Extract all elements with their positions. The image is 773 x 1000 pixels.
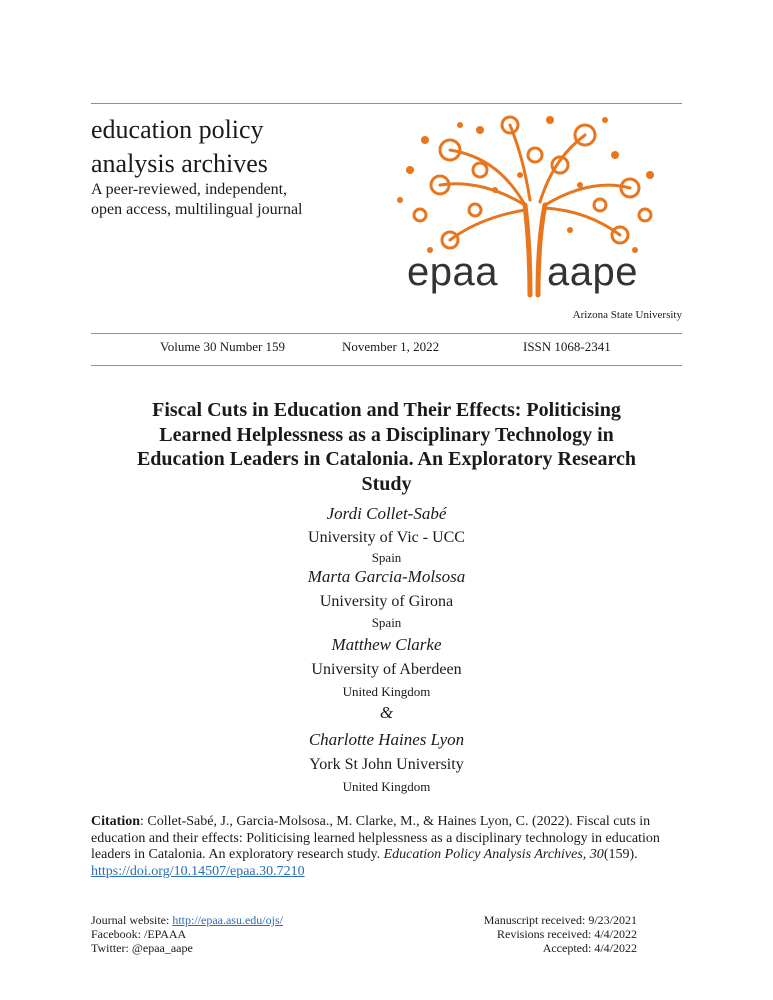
journal-subtitle-line2: open access, multilingual journal bbox=[91, 201, 303, 218]
revisions-received: Revisions received: 4/4/2022 bbox=[497, 927, 637, 941]
author-name: Marta Garcia-Molsosa bbox=[307, 567, 466, 586]
issue-divider-bottom bbox=[91, 365, 682, 366]
author-country: United Kingdom bbox=[342, 684, 431, 699]
institution-name: Arizona State University bbox=[572, 309, 682, 321]
issue-divider-top bbox=[91, 333, 682, 334]
article-title bbox=[100, 398, 673, 496]
author-name: Charlotte Haines Lyon bbox=[308, 730, 465, 749]
journal-subtitle-line1: A peer-reviewed, independent, bbox=[91, 181, 288, 198]
author-affiliation: York St John University bbox=[309, 756, 464, 773]
website-label: Journal website: bbox=[91, 913, 173, 927]
article-title-line: Fiscal Cuts in Education and Their Effects: Politicising bbox=[152, 399, 621, 421]
volume-number: Volume 30 Number 159 bbox=[160, 339, 286, 354]
twitter-handle: Twitter: @epaa_aape bbox=[91, 941, 193, 955]
citation-doi-link[interactable]: https://doi.org/10.14507/epaa.30.7210 bbox=[91, 863, 305, 879]
footer-links bbox=[91, 913, 283, 955]
author-country: Spain bbox=[371, 550, 402, 565]
logo-text-epaa: epaa bbox=[407, 250, 498, 294]
author-affiliation: University of Vic - UCC bbox=[308, 529, 465, 546]
author-name: Jordi Collet-Sabé bbox=[326, 504, 447, 523]
journal-title-line2: analysis archives bbox=[91, 149, 268, 178]
author-country: Spain bbox=[371, 615, 402, 630]
issue-date: November 1, 2022 bbox=[342, 339, 440, 354]
journal-title bbox=[91, 113, 391, 181]
article-title-line: Study bbox=[361, 472, 412, 495]
manuscript-dates bbox=[484, 913, 637, 955]
author-ampersand: & bbox=[379, 703, 394, 722]
issn: ISSN 1068-2341 bbox=[523, 339, 611, 354]
article-title-line: Education Leaders in Catalonia. An Exploratory Research bbox=[136, 448, 637, 470]
journal-website-link[interactable]: http://epaa.asu.edu/ojs/ bbox=[172, 913, 283, 927]
author-affiliation: University of Aberdeen bbox=[311, 661, 462, 678]
article-title-line: Learned Helplessness as a Disciplinary Technology in bbox=[159, 423, 614, 446]
citation-issue: (159). bbox=[603, 847, 638, 862]
author-affiliation: University of Girona bbox=[319, 593, 454, 610]
author-name: Matthew Clarke bbox=[331, 635, 442, 654]
citation-journal: Education Policy Analysis Archives, 30 bbox=[383, 847, 604, 862]
journal-title-line1: education policy bbox=[91, 115, 264, 144]
journal-subtitle bbox=[91, 180, 391, 220]
citation-label: Citation bbox=[91, 814, 140, 829]
facebook-handle: Facebook: /EPAAA bbox=[91, 927, 187, 941]
citation-text: : Collet-Sabé, J., Garcia-Molsosa., M. Clarke, M., & Haines Lyon, C. (2022). Fiscal cuts in education and their effects: Politicising learned helplessness as a disciplinary technology in education leaders in Catalonia. An exploratory research study. bbox=[91, 814, 660, 862]
header-divider-top bbox=[91, 103, 682, 104]
accepted-date: Accepted: 4/4/2022 bbox=[542, 941, 637, 955]
logo-text-aape: aape bbox=[547, 250, 638, 294]
manuscript-received: Manuscript received: 9/23/2021 bbox=[483, 913, 637, 927]
citation-block bbox=[91, 814, 682, 880]
author-country: United Kingdom bbox=[342, 779, 431, 794]
